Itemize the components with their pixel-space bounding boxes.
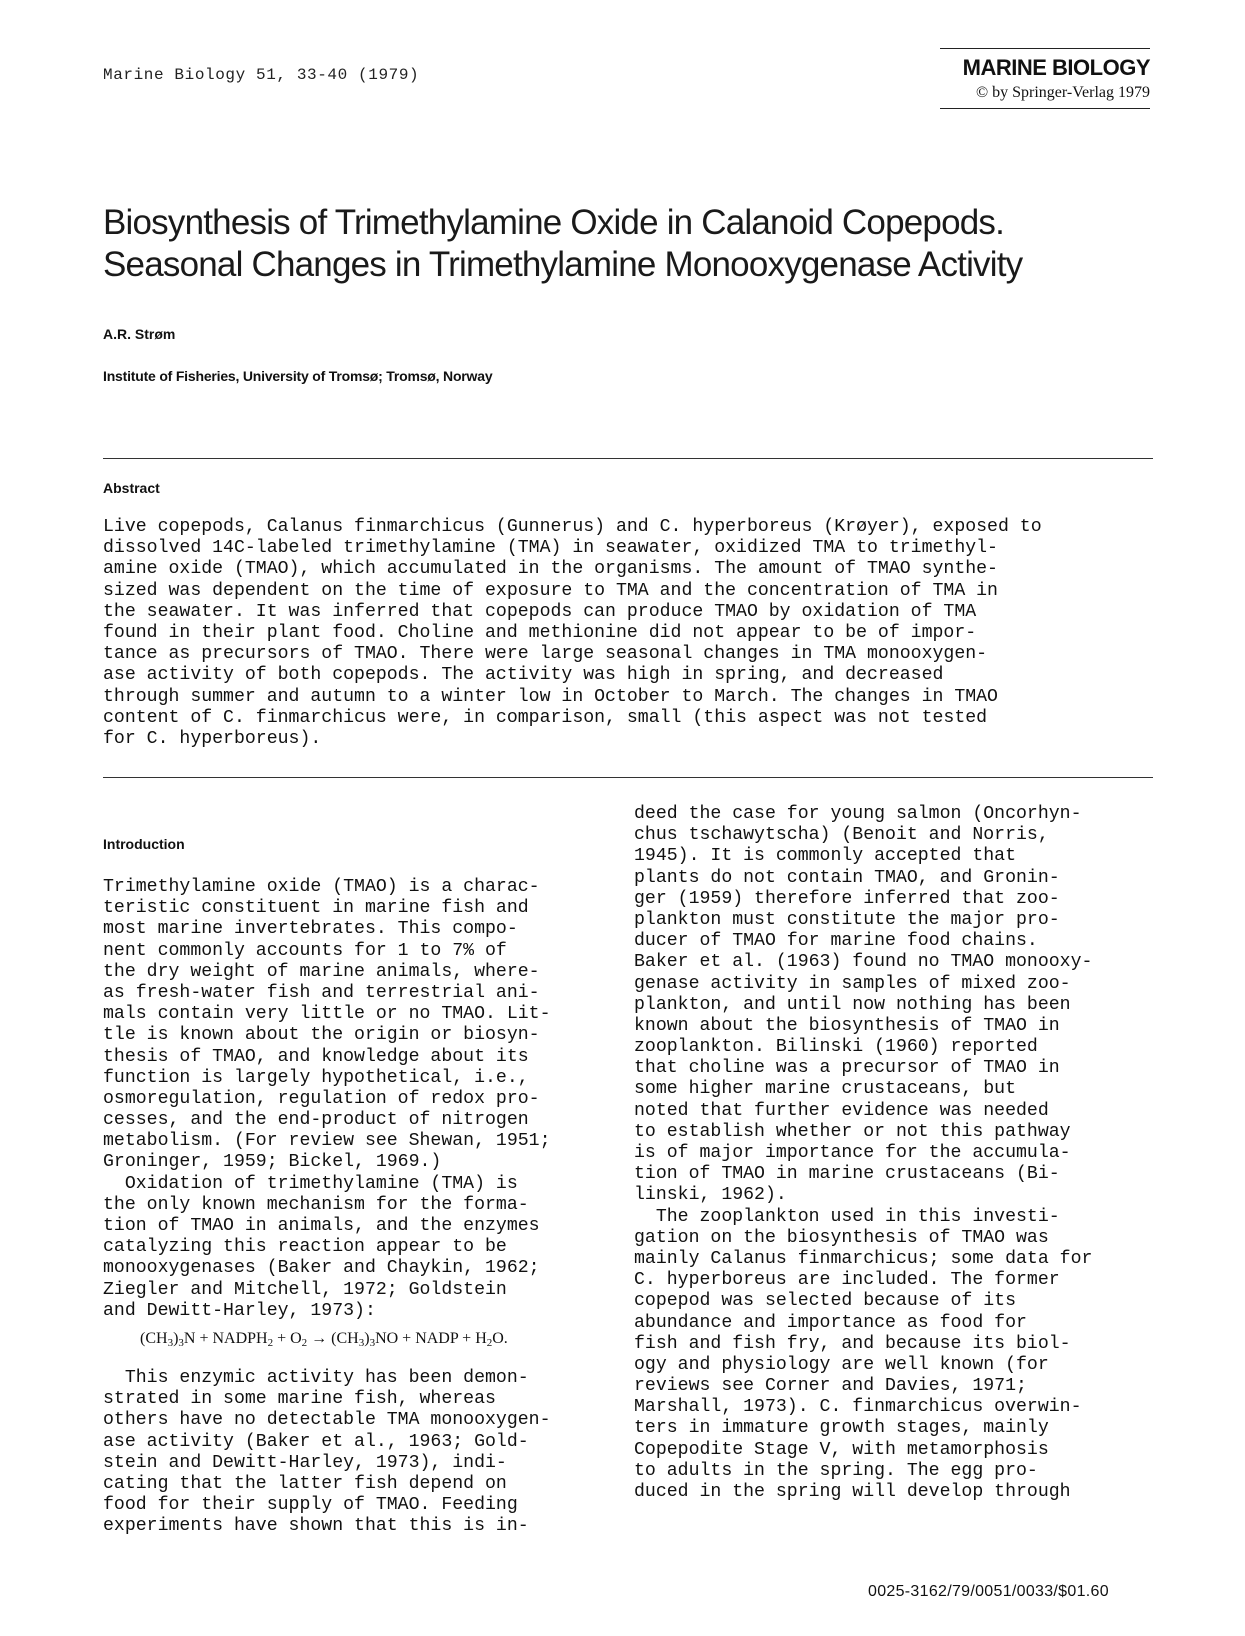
text-line: plankton must constitute the major pro-	[634, 909, 1060, 930]
text-line: ase activity (Baker et al., 1963; Gold-	[103, 1431, 529, 1452]
text-line: osmoregulation, regulation of redox pro-	[103, 1088, 540, 1109]
title-line: Seasonal Changes in Trimethylamine Monooxygenase Activity	[103, 245, 1023, 284]
text-line: zooplankton. Bilinski (1960) reported	[634, 1037, 1038, 1058]
text-line: fish and fish fry, and because its biol-	[634, 1333, 1071, 1354]
text-line: This enzymic activity has been demon-	[103, 1368, 529, 1388]
text-line: ger (1959) therefore inferred that zoo-	[634, 888, 1060, 909]
text-line: as fresh-water fish and terrestrial ani-	[103, 982, 540, 1003]
text-line: stein and Dewitt-Harley, 1973), indi-	[103, 1452, 507, 1473]
text-line: Baker et al. (1963) found no TMAO monooxy-	[634, 952, 1093, 973]
journal-name: MARINE BIOLOGY	[962, 55, 1150, 80]
text-line: to establish whether or not this pathway	[634, 1121, 1071, 1142]
text-line: cesses, and the end-product of nitrogen	[103, 1110, 529, 1131]
abstract-line: dissolved 14C-labeled trimethylamine (TMA) in seawater, oxidized TMA to trimethyl-	[103, 538, 998, 559]
text-line: ducer of TMAO for marine food chains.	[634, 931, 1038, 952]
text-line: is of major importance for the accumula-	[634, 1143, 1071, 1163]
text-line: ogy and physiology are well known (for	[634, 1354, 1049, 1375]
abstract-bottom-rule	[103, 777, 1153, 778]
text-line: some higher marine crustaceans, but	[634, 1079, 1016, 1100]
right-column-text	[634, 804, 1092, 1503]
text-line: ters in immature growth stages, mainly	[634, 1418, 1049, 1439]
text-line: function is largely hypothetical, i.e.,	[103, 1067, 529, 1088]
text-line: monooxygenases (Baker and Chaykin, 1962;	[103, 1258, 540, 1279]
article-code: 0025-3162/79/0051/0033/$01.60	[868, 1583, 1109, 1600]
text-line: cating that the latter fish depend on	[103, 1473, 507, 1494]
text-line: the only known mechanism for the forma-	[103, 1194, 529, 1215]
text-line: duced in the spring will develop through	[634, 1482, 1071, 1502]
text-line: tion of TMAO in marine crustaceans (Bi-	[634, 1164, 1060, 1185]
text-line: C. hyperboreus are included. The former	[634, 1270, 1060, 1291]
text-line: mainly Calanus finmarchicus; some data for	[634, 1248, 1093, 1269]
abstract-top-rule	[103, 458, 1153, 459]
abstract-line: ase activity of both copepods. The activity was high in spring, and decreased	[103, 665, 944, 686]
abstract-line: tance as precursors of TMAO. There were large seasonal changes in TMA monooxygen-	[103, 644, 988, 665]
abstract-body	[103, 517, 1153, 750]
text-line: to adults in the spring. The egg pro-	[634, 1460, 1038, 1481]
text-line: deed the case for young salmon (Oncorhyn-	[634, 804, 1082, 824]
text-line: experiments have shown that this is in-	[103, 1516, 529, 1537]
text-line: abundance and importance as food for	[634, 1312, 1027, 1333]
text-line: chus tschawytscha) (Benoit and Norris,	[634, 825, 1049, 846]
text-line: Copepodite Stage V, with metamorphosis	[634, 1439, 1049, 1460]
text-line: reviews see Corner and Davies, 1971;	[634, 1376, 1027, 1397]
text-line: catalyzing this reaction appear to be	[103, 1237, 507, 1258]
text-line: linski, 1962).	[634, 1185, 787, 1206]
affiliation: Institute of Fisheries, University of Tromsø; Tromsø, Norway	[103, 368, 493, 384]
text-line: Marshall, 1973). C. finmarchicus overwin-	[634, 1397, 1082, 1418]
abstract-line: for C. hyperboreus).	[103, 728, 322, 749]
text-line: food for their supply of TMAO. Feeding	[103, 1495, 518, 1516]
abstract-line: found in their plant food. Choline and methionine did not appear to be of impor-	[103, 622, 977, 643]
text-line: metabolism. (For review see Shewan, 1951;	[103, 1131, 551, 1152]
text-line: Ziegler and Mitchell, 1972; Goldstein	[103, 1279, 507, 1300]
text-line: tion of TMAO in animals, and the enzymes	[103, 1216, 540, 1236]
journal-citation: Marine Biology 51, 33-40 (1979)	[103, 66, 420, 84]
abstract-heading: Abstract	[103, 480, 160, 496]
text-line: Oxidation of trimethylamine (TMA) is	[103, 1173, 518, 1194]
text-line: The zooplankton used in this investi-	[634, 1206, 1060, 1227]
text-line: and Dewitt-Harley, 1973):	[103, 1300, 376, 1321]
left-column-text-continued	[103, 1368, 551, 1538]
text-line: the dry weight of marine animals, where-	[103, 961, 540, 982]
text-line: noted that further evidence was needed	[634, 1100, 1049, 1121]
text-line: most marine invertebrates. This compo-	[103, 919, 518, 940]
abstract-line: Live copepods, Calanus finmarchicus (Gunnerus) and C. hyperboreus (Krøyer), exposed to	[103, 517, 1042, 537]
abstract-line: content of C. finmarchicus were, in comparison, small (this aspect was not tested	[103, 707, 988, 728]
article-title	[103, 202, 1143, 286]
text-line: gation on the biosynthesis of TMAO was	[634, 1227, 1049, 1248]
abstract-line: the seawater. It was inferred that copepods can produce TMAO by oxidation of TMA	[103, 601, 977, 622]
text-line: tle is known about the origin or biosyn-	[103, 1025, 540, 1046]
text-line: strated in some marine fish, whereas	[103, 1389, 496, 1410]
text-line: thesis of TMAO, and knowledge about its	[103, 1046, 529, 1067]
text-line: plankton, and until now nothing has been	[634, 994, 1071, 1015]
masthead-bottom-rule	[940, 108, 1150, 109]
masthead-top-rule	[940, 48, 1150, 49]
abstract-line: sized was dependent on the time of exposure to TMA and the concentration of TMA in	[103, 580, 998, 601]
left-column-text	[103, 877, 551, 1322]
text-line: 1945). It is commonly accepted that	[634, 846, 1016, 867]
journal-copyright: © by Springer-Verlag 1979	[975, 84, 1150, 101]
reaction-equation: $(CH_3)_3N$ + $NADPH_2 + O_2 \to (CH_3)_3NO$ + NADP + $H_2O$.	[140, 1330, 508, 1349]
abstract-line: through summer and autumn to a winter low in October to March. The changes in TMAO	[103, 686, 998, 707]
text-line: teristic constituent in marine fish and	[103, 898, 529, 919]
author: A.R. Strøm	[103, 326, 176, 342]
text-line: that choline was a precursor of TMAO in	[634, 1058, 1060, 1079]
journal-masthead	[940, 48, 1150, 109]
text-line: plants do not contain TMAO, and Gronin-	[634, 867, 1060, 888]
text-line: others have no detectable TMA monooxygen-	[103, 1410, 551, 1431]
text-line: genase activity in samples of mixed zoo-	[634, 973, 1071, 994]
abstract-line: amine oxide (TMAO), which accumulated in the organisms. The amount of TMAO synthe-	[103, 559, 998, 580]
text-line: known about the biosynthesis of TMAO in	[634, 1015, 1060, 1036]
text-line: mals contain very little or no TMAO. Lit-	[103, 1004, 551, 1025]
introduction-heading: Introduction	[103, 836, 185, 852]
text-line: copepod was selected because of its	[634, 1291, 1016, 1312]
text-line: Trimethylamine oxide (TMAO) is a charac-	[103, 877, 540, 897]
text-line: nent commonly accounts for 1 to 7% of	[103, 940, 507, 961]
text-line: Groninger, 1959; Bickel, 1969.)	[103, 1152, 442, 1173]
title-line: Biosynthesis of Trimethylamine Oxide in Calanoid Copepods.	[103, 203, 1005, 242]
